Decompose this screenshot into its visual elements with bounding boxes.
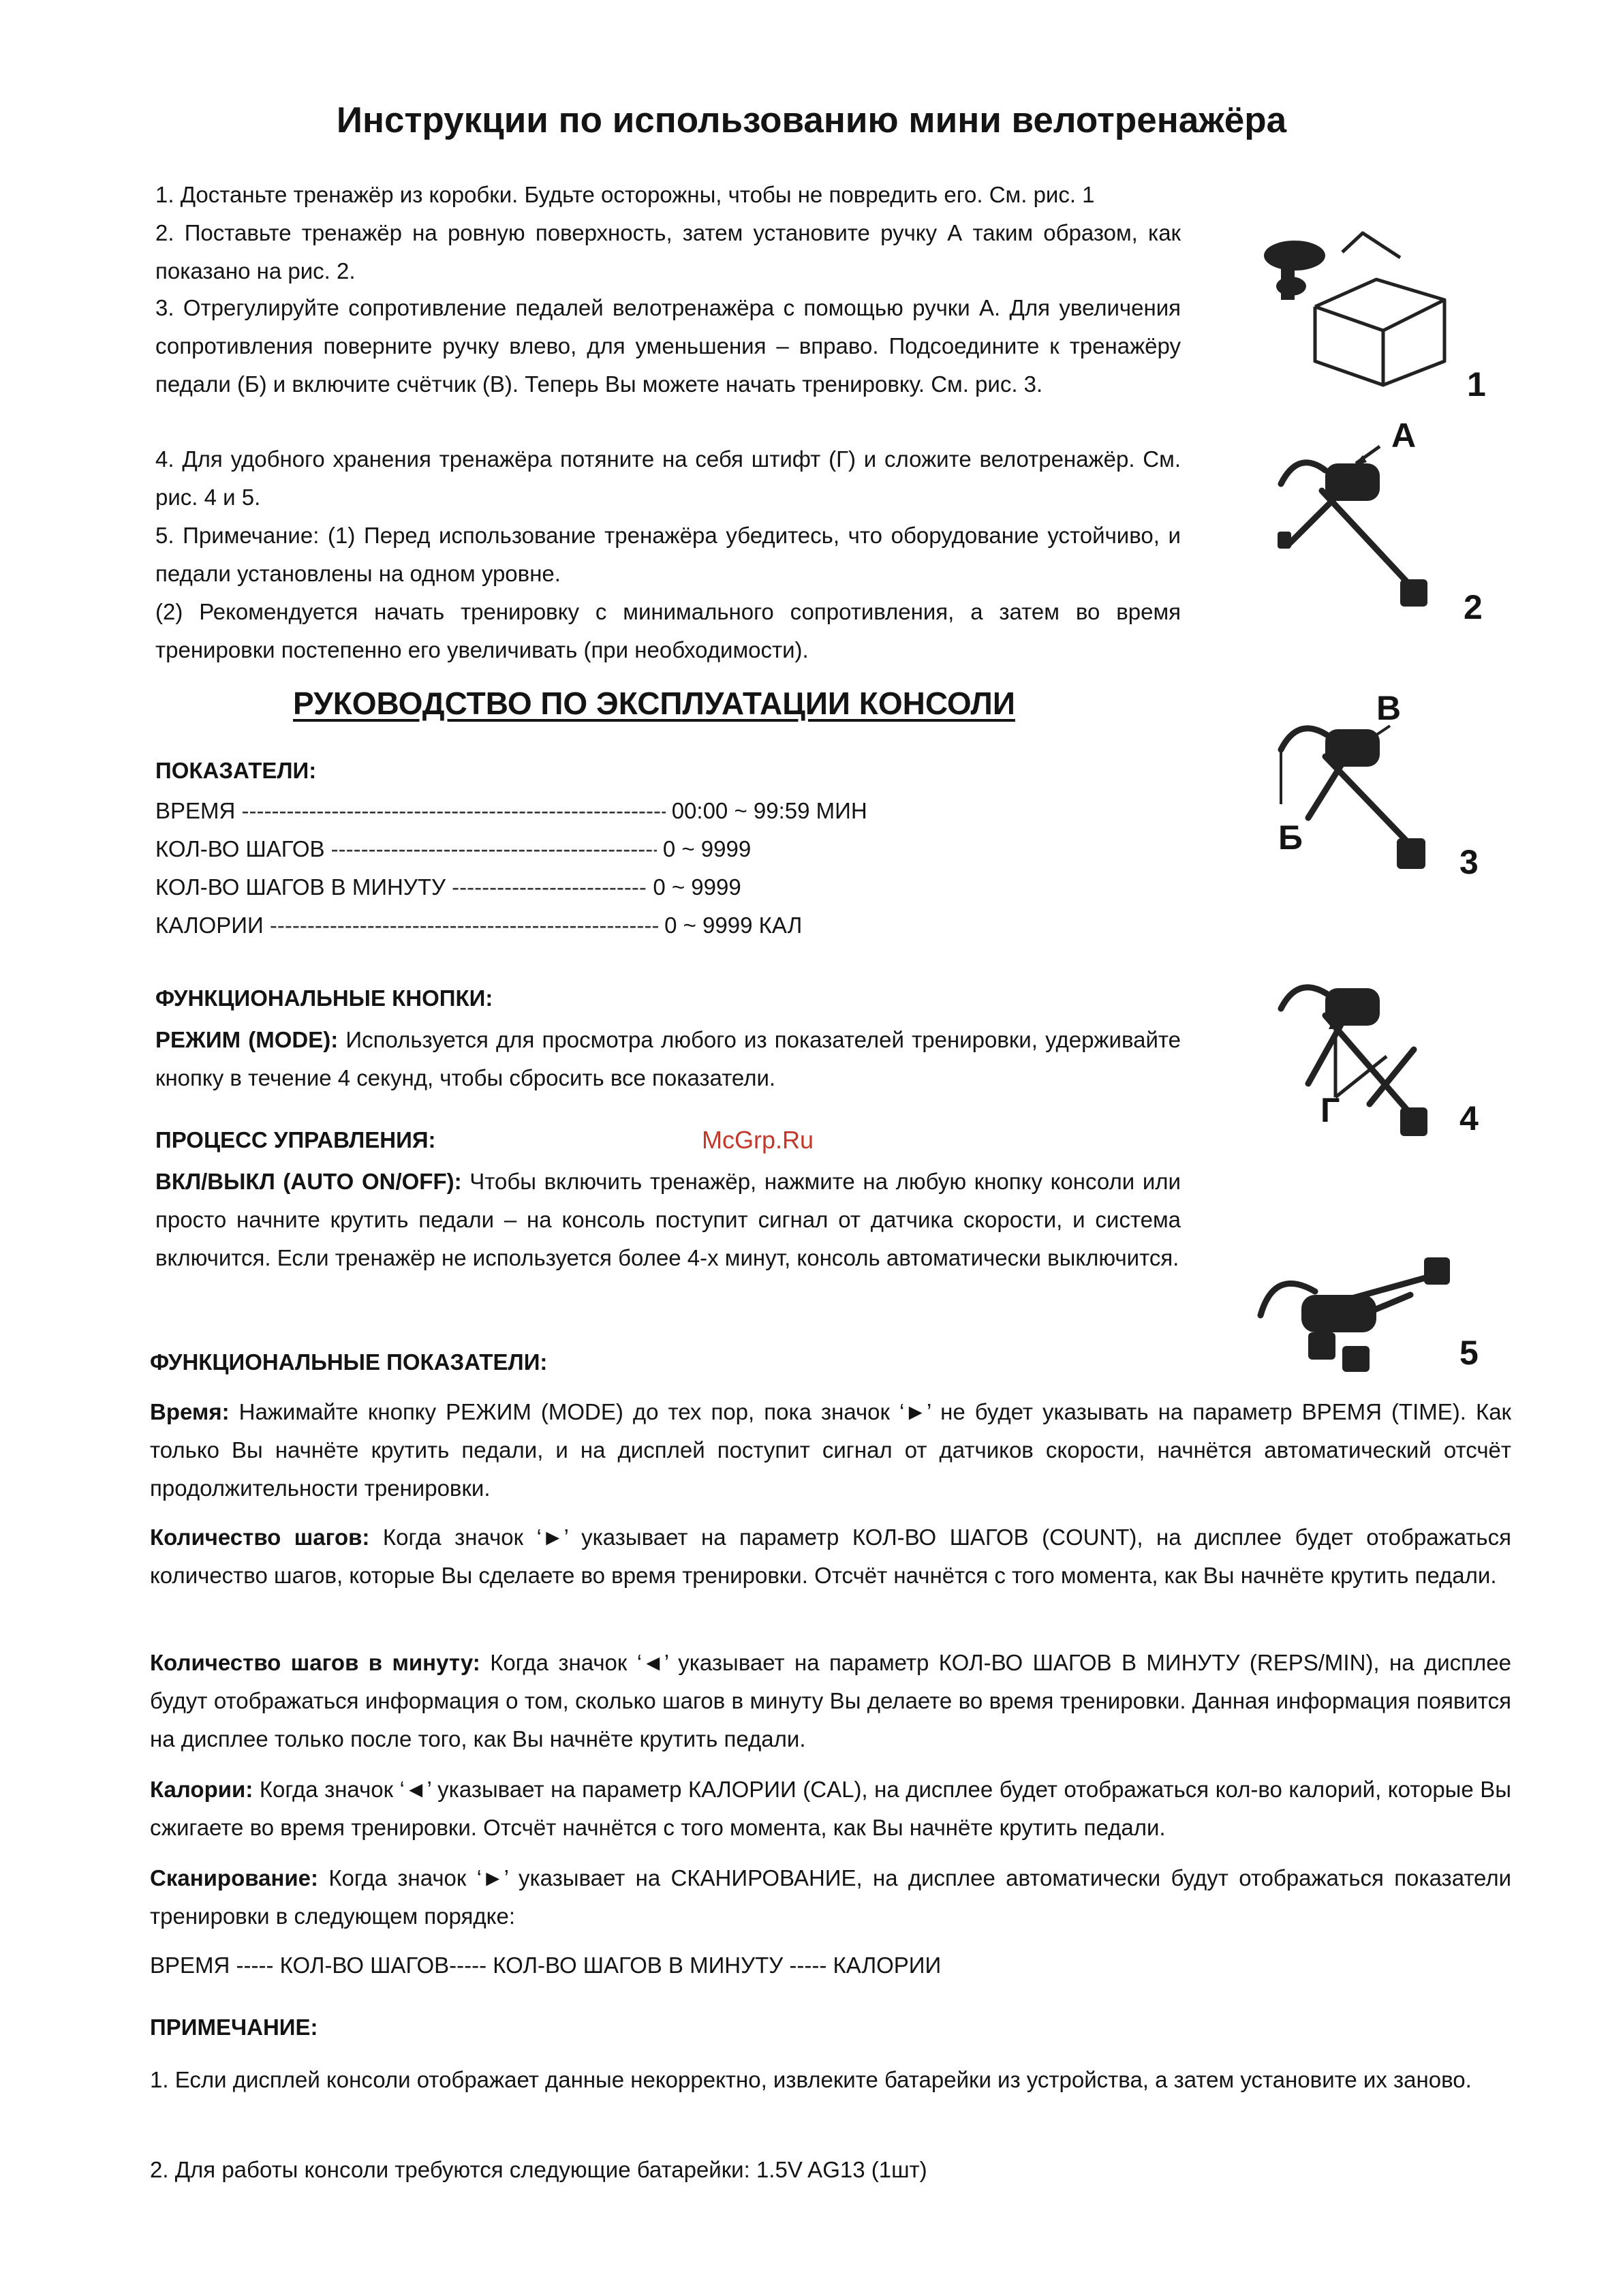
process-heading: ПРОЦЕСС УПРАВЛЕНИЯ: — [155, 1127, 436, 1152]
indicator-value: 0 ~ 9999 — [662, 836, 752, 861]
indicator-value: 0 ~ 9999 КАЛ — [664, 913, 803, 938]
functional-text: Когда значок ‘◄’ указывает на параметр КАЛОРИИ (CAL), на дисплее будет отображаться кол-во калорий, которые Вы сжигаете во время тренировки. Отсчёт начнётся с того момента, как Вы начнёте крутить педали. — [150, 1777, 1511, 1840]
functional-item-scan — [150, 1859, 1511, 1935]
figure-1-number: 1 — [1467, 365, 1486, 403]
indicator-row-time — [155, 792, 867, 830]
indicator-row-calories — [155, 906, 802, 945]
indicator-label: КОЛ-ВО ШАГОВ — [155, 836, 325, 861]
leader-dots — [242, 792, 666, 830]
instruction-3: 3. Отрегулируйте сопротивление педалей велотренажёра с помощью ручки А. Для увеличения сопротивления поверните ручку влево, для уменьшения – вправо. Подсоедините к тренажёру педали (Б) и включите счётчик (В). Теперь Вы можете начать тренировку. См. рис. 3. — [155, 295, 1181, 397]
scan-order: ВРЕМЯ ----- КОЛ-ВО ШАГОВ----- КОЛ-ВО ШАГОВ В МИНУТУ ----- КАЛОРИИ — [150, 1953, 942, 1978]
note-heading: ПРИМЕЧАНИЕ: — [150, 2015, 318, 2040]
indicator-label: КАЛОРИИ — [155, 913, 264, 938]
functional-text: Когда значок ‘◄’ указывает на параметр КОЛ-ВО ШАГОВ В МИНУТУ (REPS/MIN), на дисплее будут отображаться информация о том, сколько шагов в минуту Вы делаете во время тренировки. Данная информация появится на дисплее только после того, как Вы начнёте крутить педали. — [150, 1650, 1512, 1751]
figure-5-number: 5 — [1459, 1334, 1479, 1372]
auto-description — [155, 1163, 1181, 1277]
indicator-row-count — [155, 830, 751, 868]
functional-heading: ФУНКЦИОНАЛЬНЫЕ ПОКАЗАТЕЛИ: — [150, 1349, 548, 1375]
watermark: McGrp.Ru — [702, 1126, 814, 1154]
indicator-value: 00:00 ~ 99:59 МИН — [671, 798, 867, 823]
functional-label: Количество шагов в минуту: — [150, 1650, 480, 1675]
leader-dots — [270, 906, 658, 945]
functional-label: Количество шагов: — [150, 1525, 370, 1550]
functional-label: Сканирование: — [150, 1865, 319, 1891]
functional-text: Когда значок ‘►’ указывает на параметр КОЛ-ВО ШАГОВ (COUNT), на дисплее будет отображаться количество шагов, которые Вы сделаете во время тренировки. Отсчёт начнётся с того момента, как Вы начнёте крутить педали. — [150, 1525, 1511, 1588]
note-line-2: 2. Для работы консоли требуются следующие батарейки: 1.5V AG13 (1шт) — [150, 2157, 927, 2182]
functional-label: Калории: — [150, 1777, 253, 1802]
functional-item-time — [150, 1393, 1511, 1507]
indicator-label: ВРЕМЯ — [155, 798, 236, 823]
indicator-value: 0 ~ 9999 — [653, 874, 741, 900]
functional-item-count — [150, 1518, 1511, 1595]
page-title: Инструкции по использованию мини велотренажёра — [336, 100, 1287, 140]
figure-4-number: 4 — [1459, 1099, 1479, 1137]
instruction-1: 1. Достаньте тренажёр из коробки. Будьте осторожны, чтобы не повредить его. См. рис. 1 — [155, 182, 1095, 207]
instruction-5-2: (2) Рекомендуется начать тренировку с минимального сопротивления, а затем во время тренировки постепенно его увеличивать (при необходимости). — [155, 599, 1181, 662]
mode-label: РЕЖИМ (MODE): — [155, 1027, 339, 1052]
note-line-1: 1. Если дисплей консоли отображает данные некорректно, извлеките батарейки из устройства, а затем установите их заново. — [150, 2067, 1472, 2092]
mode-text: Используется для просмотра любого из показателей тренировки, удерживайте кнопку в течение 4 секунд, чтобы сбросить все показатели. — [155, 1027, 1181, 1090]
figure-label-a: А — [1391, 416, 1417, 455]
indicator-row-reps — [155, 868, 741, 906]
functional-label: Время: — [150, 1399, 230, 1424]
figure-label-b: Б — [1278, 818, 1303, 857]
indicators-heading: ПОКАЗАТЕЛИ: — [155, 758, 317, 783]
buttons-heading: ФУНКЦИОНАЛЬНЫЕ КНОПКИ: — [155, 985, 493, 1011]
instruction-5: 5. Примечание: (1) Перед использование тренажёра убедитесь, что оборудование устойчиво, и педали установлены на одном уровне. — [155, 523, 1181, 586]
figure-label-v: В — [1376, 689, 1402, 727]
figure-label-g: Г — [1320, 1091, 1340, 1129]
figure-2-number: 2 — [1464, 588, 1483, 626]
functional-item-calories — [150, 1771, 1511, 1847]
figure-3-number: 3 — [1459, 843, 1479, 881]
figure-4-illustration — [1267, 961, 1444, 1165]
leader-dots — [331, 830, 657, 868]
functional-text: Когда значок ‘►’ указывает на СКАНИРОВАНИЕ, на дисплее автоматически будут отображаться показатели тренировки в следующем порядке: — [150, 1865, 1512, 1929]
functional-item-reps — [150, 1644, 1511, 1758]
leader-dots — [452, 868, 647, 906]
instruction-2: 2. Поставьте тренажёр на ровную поверхность, затем установите ручку А таким образом, как показано на рис. 2. — [155, 220, 1181, 284]
figure-2-illustration — [1267, 436, 1444, 620]
indicator-label: КОЛ-ВО ШАГОВ В МИНУТУ — [155, 874, 446, 900]
figure-1-illustration — [1240, 225, 1458, 388]
auto-label: ВКЛ/ВЫКЛ (AUTO ON/OFF): — [155, 1169, 462, 1194]
figure-5-illustration — [1254, 1227, 1458, 1377]
console-title: РУКОВОДСТВО ПО ЭКСПЛУАТАЦИИ КОНСОЛИ — [293, 686, 1015, 721]
functional-text: Нажимайте кнопку РЕЖИМ (MODE) до тех пор, пока значок ‘►’ не будет указывать на параметр ВРЕМЯ (TIME). Как только Вы начнёте крутить педали, и на дисплей поступит сигнал от датчиков скорости, начнётся автоматический отсчёт продолжительности тренировки. — [150, 1399, 1511, 1501]
auto-text: Чтобы включить тренажёр, нажмите на любую кнопку консоли или просто начните крутить педали – на консоль поступит сигнал от датчика скорости, и система включится. Если тренажёр не используется более 4-х минут, консоль автоматически выключится. — [155, 1169, 1181, 1270]
instruction-4: 4. Для удобного хранения тренажёра потяните на себя штифт (Г) и сложите велотренажёр. См. рис. 4 и 5. — [155, 446, 1181, 510]
mode-description — [155, 1021, 1181, 1097]
